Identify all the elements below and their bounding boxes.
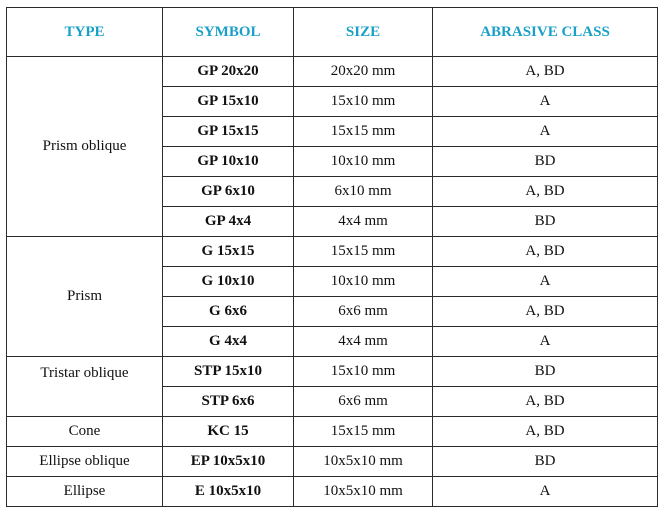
size-cell: 4x4 mm (294, 327, 433, 357)
abrasive-class-cell: A, BD (433, 297, 658, 327)
type-cell: Tristar oblique (7, 357, 163, 417)
table-body (7, 57, 658, 507)
abrasive-class-cell: BD (433, 207, 658, 237)
header-symbol: SYMBOL (163, 8, 294, 57)
symbol-cell: GP 6x10 (163, 177, 294, 207)
abrasive-class-cell: A, BD (433, 237, 658, 267)
type-cell: Ellipse oblique (7, 447, 163, 477)
size-cell: 6x10 mm (294, 177, 433, 207)
symbol-cell: STP 6x6 (163, 387, 294, 417)
size-cell: 15x15 mm (294, 237, 433, 267)
size-cell: 6x6 mm (294, 387, 433, 417)
abrasive-class-cell: A, BD (433, 57, 658, 87)
table-row (7, 447, 658, 477)
abrasive-class-cell: A (433, 327, 658, 357)
abrasive-class-cell: A, BD (433, 177, 658, 207)
size-cell: 15x15 mm (294, 417, 433, 447)
size-cell: 10x10 mm (294, 147, 433, 177)
size-cell: 15x15 mm (294, 117, 433, 147)
table-row (7, 477, 658, 507)
abrasive-class-cell: A (433, 117, 658, 147)
symbol-cell: G 10x10 (163, 267, 294, 297)
abrasive-class-cell: A (433, 87, 658, 117)
symbol-cell: KC 15 (163, 417, 294, 447)
header-row (7, 8, 658, 57)
abrasive-class-cell: A (433, 267, 658, 297)
table-row (7, 237, 658, 267)
abrasive-class-cell: BD (433, 147, 658, 177)
table-row (7, 357, 658, 387)
header-type: TYPE (7, 8, 163, 57)
size-cell: 15x10 mm (294, 87, 433, 117)
abrasive-media-table (6, 7, 658, 507)
size-cell: 4x4 mm (294, 207, 433, 237)
symbol-cell: G 6x6 (163, 297, 294, 327)
size-cell: 20x20 mm (294, 57, 433, 87)
symbol-cell: STP 15x10 (163, 357, 294, 387)
table-row (7, 417, 658, 447)
symbol-cell: EP 10x5x10 (163, 447, 294, 477)
symbol-cell: GP 15x15 (163, 117, 294, 147)
table-row (7, 57, 658, 87)
symbol-cell: G 4x4 (163, 327, 294, 357)
symbol-cell: GP 4x4 (163, 207, 294, 237)
size-cell: 15x10 mm (294, 357, 433, 387)
size-cell: 10x5x10 mm (294, 477, 433, 507)
header-abrasive-class: ABRASIVE CLASS (433, 8, 658, 57)
symbol-cell: GP 20x20 (163, 57, 294, 87)
symbol-cell: GP 10x10 (163, 147, 294, 177)
abrasive-class-cell: A, BD (433, 387, 658, 417)
symbol-cell: E 10x5x10 (163, 477, 294, 507)
size-cell: 10x5x10 mm (294, 447, 433, 477)
abrasive-class-cell: A, BD (433, 417, 658, 447)
symbol-cell: GP 15x10 (163, 87, 294, 117)
type-cell: Prism oblique (7, 57, 163, 237)
abrasive-class-cell: A (433, 477, 658, 507)
symbol-cell: G 15x15 (163, 237, 294, 267)
size-cell: 10x10 mm (294, 267, 433, 297)
type-cell: Ellipse (7, 477, 163, 507)
abrasive-class-cell: BD (433, 447, 658, 477)
size-cell: 6x6 mm (294, 297, 433, 327)
header-size: SIZE (294, 8, 433, 57)
abrasive-class-cell: BD (433, 357, 658, 387)
type-cell: Prism (7, 237, 163, 357)
type-cell: Cone (7, 417, 163, 447)
